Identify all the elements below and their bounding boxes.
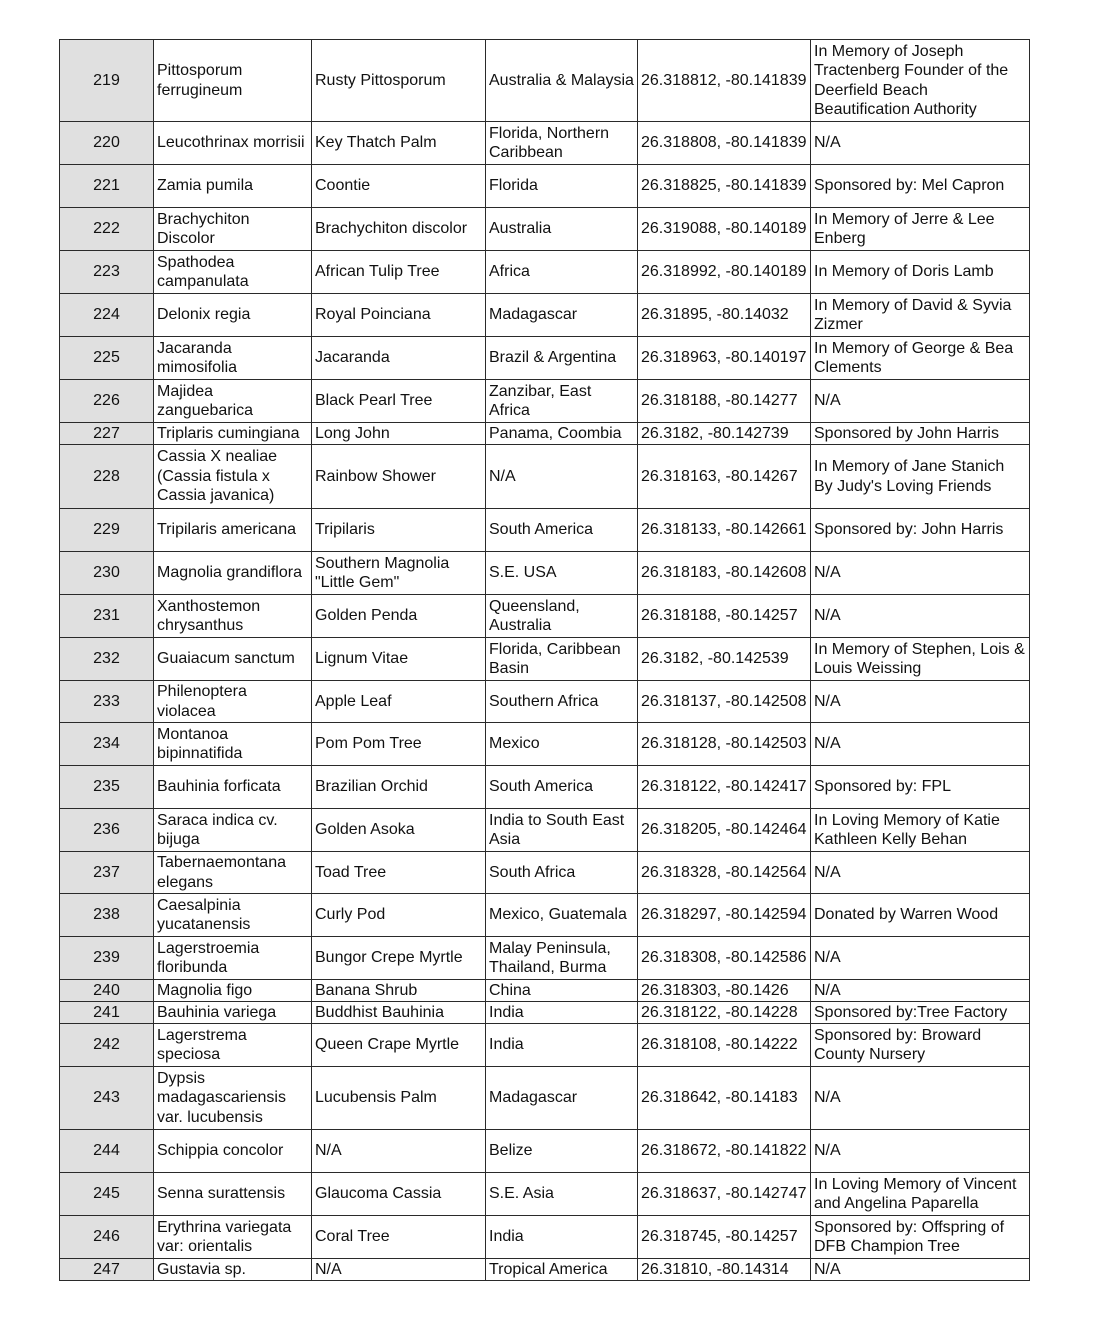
gps-coordinates-cell: 26.318808, -80.141839 (638, 122, 811, 165)
scientific-name-cell: Lagerstrema speciosa (154, 1024, 312, 1067)
tree-number-cell: 232 (60, 638, 154, 681)
native-region-cell: India (486, 1216, 638, 1259)
common-name-cell: Jacaranda (312, 337, 486, 380)
native-region-cell: Queensland, Australia (486, 595, 638, 638)
scientific-name-cell: Magnolia figo (154, 980, 312, 1002)
native-region-cell: India (486, 1002, 638, 1024)
scientific-name-cell: Jacaranda mimosifolia (154, 337, 312, 380)
tree-number-cell: 246 (60, 1216, 154, 1259)
gps-coordinates-cell: 26.318163, -80.14267 (638, 445, 811, 509)
gps-coordinates-cell: 26.318122, -80.14228 (638, 1002, 811, 1024)
native-region-cell: India (486, 1024, 638, 1067)
scientific-name-cell: Guaiacum sanctum (154, 638, 312, 681)
common-name-cell: Coontie (312, 165, 486, 208)
common-name-cell: Lignum Vitae (312, 638, 486, 681)
table-row (60, 1067, 1030, 1130)
table-row (60, 380, 1030, 423)
table-row (60, 894, 1030, 937)
native-region-cell: S.E. USA (486, 552, 638, 595)
common-name-cell: Black Pearl Tree (312, 380, 486, 423)
scientific-name-cell: Spathodea campanulata (154, 251, 312, 294)
dedication-cell: In Memory of David & Syvia Zizmer (811, 294, 1030, 337)
common-name-cell: Bungor Crepe Myrtle (312, 937, 486, 980)
dedication-cell: In Memory of Doris Lamb (811, 251, 1030, 294)
tree-number-cell: 242 (60, 1024, 154, 1067)
tree-number-cell: 220 (60, 122, 154, 165)
tree-number-cell: 245 (60, 1173, 154, 1216)
gps-coordinates-cell: 26.319088, -80.140189 (638, 208, 811, 251)
dedication-cell: N/A (811, 122, 1030, 165)
native-region-cell: Southern Africa (486, 681, 638, 723)
dedication-cell: N/A (811, 552, 1030, 595)
table-row (60, 1216, 1030, 1259)
tree-number-cell: 243 (60, 1067, 154, 1130)
common-name-cell: Key Thatch Palm (312, 122, 486, 165)
scientific-name-cell: Zamia pumila (154, 165, 312, 208)
table-row (60, 1002, 1030, 1024)
table-row (60, 723, 1030, 766)
scientific-name-cell: Schippia concolor (154, 1130, 312, 1173)
table-row (60, 1130, 1030, 1173)
gps-coordinates-cell: 26.318205, -80.142464 (638, 809, 811, 852)
gps-coordinates-cell: 26.318642, -80.14183 (638, 1067, 811, 1130)
gps-coordinates-cell: 26.318745, -80.14257 (638, 1216, 811, 1259)
table-row (60, 1024, 1030, 1067)
native-region-cell: N/A (486, 445, 638, 509)
table-row (60, 638, 1030, 681)
table-row (60, 1173, 1030, 1216)
common-name-cell: Tripilaris (312, 509, 486, 552)
gps-coordinates-cell: 26.31810, -80.14314 (638, 1259, 811, 1281)
native-region-cell: Tropical America (486, 1259, 638, 1281)
native-region-cell: Florida, Northern Caribbean (486, 122, 638, 165)
tree-number-cell: 221 (60, 165, 154, 208)
scientific-name-cell: Dypsis madagascariensis var. lucubensis (154, 1067, 312, 1130)
table-row (60, 1259, 1030, 1281)
tree-inventory-table (59, 39, 1030, 1281)
dedication-cell: In Memory of Jerre & Lee Enberg (811, 208, 1030, 251)
table-row (60, 40, 1030, 122)
table-row (60, 165, 1030, 208)
dedication-cell: In Memory of Stephen, Lois & Louis Weissing (811, 638, 1030, 681)
common-name-cell: Rusty Pittosporum (312, 40, 486, 122)
scientific-name-cell: Caesalpinia yucatanensis (154, 894, 312, 937)
table-row (60, 251, 1030, 294)
scientific-name-cell: Saraca indica cv. bijuga (154, 809, 312, 852)
table-row (60, 445, 1030, 509)
table-row (60, 852, 1030, 894)
tree-number-cell: 236 (60, 809, 154, 852)
scientific-name-cell: Delonix regia (154, 294, 312, 337)
tree-number-cell: 241 (60, 1002, 154, 1024)
dedication-cell: N/A (811, 852, 1030, 894)
common-name-cell: Lucubensis Palm (312, 1067, 486, 1130)
table-row (60, 509, 1030, 552)
gps-coordinates-cell: 26.3182, -80.142739 (638, 423, 811, 445)
native-region-cell: Zanzibar, East Africa (486, 380, 638, 423)
dedication-cell: N/A (811, 681, 1030, 723)
scientific-name-cell: Bauhinia variega (154, 1002, 312, 1024)
common-name-cell: Long John (312, 423, 486, 445)
dedication-cell: In Memory of Jane Stanich By Judy's Loving Friends (811, 445, 1030, 509)
gps-coordinates-cell: 26.318328, -80.142564 (638, 852, 811, 894)
tree-number-cell: 231 (60, 595, 154, 638)
scientific-name-cell: Triplaris cumingiana (154, 423, 312, 445)
dedication-cell: N/A (811, 595, 1030, 638)
common-name-cell: Queen Crape Myrtle (312, 1024, 486, 1067)
tree-number-cell: 225 (60, 337, 154, 380)
common-name-cell: Rainbow Shower (312, 445, 486, 509)
tree-number-cell: 230 (60, 552, 154, 595)
scientific-name-cell: Senna surattensis (154, 1173, 312, 1216)
dedication-cell: Sponsored by: John Harris (811, 509, 1030, 552)
scientific-name-cell: Tabernaemontana elegans (154, 852, 312, 894)
gps-coordinates-cell: 26.318128, -80.142503 (638, 723, 811, 766)
common-name-cell: Brachychiton discolor (312, 208, 486, 251)
scientific-name-cell: Erythrina variegata var: orientalis (154, 1216, 312, 1259)
native-region-cell: South America (486, 509, 638, 552)
native-region-cell: Belize (486, 1130, 638, 1173)
native-region-cell: Panama, Coombia (486, 423, 638, 445)
native-region-cell: Florida (486, 165, 638, 208)
dedication-cell: N/A (811, 1259, 1030, 1281)
native-region-cell: Florida, Caribbean Basin (486, 638, 638, 681)
native-region-cell: Mexico (486, 723, 638, 766)
native-region-cell: South Africa (486, 852, 638, 894)
dedication-cell: In Memory of George & Bea Clements (811, 337, 1030, 380)
table-row (60, 595, 1030, 638)
common-name-cell: Royal Poinciana (312, 294, 486, 337)
tree-number-cell: 238 (60, 894, 154, 937)
scientific-name-cell: Pittosporum ferrugineum (154, 40, 312, 122)
tree-number-cell: 235 (60, 766, 154, 809)
native-region-cell: India to South East Asia (486, 809, 638, 852)
gps-coordinates-cell: 26.3182, -80.142539 (638, 638, 811, 681)
common-name-cell: Coral Tree (312, 1216, 486, 1259)
dedication-cell: Sponsored by: Offspring of DFB Champion Tree (811, 1216, 1030, 1259)
tree-number-cell: 222 (60, 208, 154, 251)
tree-number-cell: 219 (60, 40, 154, 122)
scientific-name-cell: Majidea zanguebarica (154, 380, 312, 423)
common-name-cell: N/A (312, 1130, 486, 1173)
common-name-cell: Pom Pom Tree (312, 723, 486, 766)
gps-coordinates-cell: 26.318183, -80.142608 (638, 552, 811, 595)
native-region-cell: Africa (486, 251, 638, 294)
dedication-cell: Sponsored by:Tree Factory (811, 1002, 1030, 1024)
tree-number-cell: 247 (60, 1259, 154, 1281)
gps-coordinates-cell: 26.318297, -80.142594 (638, 894, 811, 937)
dedication-cell: Sponsored by: Mel Capron (811, 165, 1030, 208)
common-name-cell: Golden Asoka (312, 809, 486, 852)
common-name-cell: African Tulip Tree (312, 251, 486, 294)
scientific-name-cell: Tripilaris americana (154, 509, 312, 552)
gps-coordinates-cell: 26.318812, -80.141839 (638, 40, 811, 122)
tree-number-cell: 224 (60, 294, 154, 337)
tree-number-cell: 226 (60, 380, 154, 423)
table-row (60, 423, 1030, 445)
common-name-cell: Banana Shrub (312, 980, 486, 1002)
common-name-cell: Curly Pod (312, 894, 486, 937)
gps-coordinates-cell: 26.318825, -80.141839 (638, 165, 811, 208)
tree-number-cell: 240 (60, 980, 154, 1002)
table-row (60, 809, 1030, 852)
dedication-cell: Sponsored by John Harris (811, 423, 1030, 445)
gps-coordinates-cell: 26.318137, -80.142508 (638, 681, 811, 723)
scientific-name-cell: Leucothrinax morrisii (154, 122, 312, 165)
tree-number-cell: 234 (60, 723, 154, 766)
native-region-cell: Australia (486, 208, 638, 251)
dedication-cell: Sponsored by: FPL (811, 766, 1030, 809)
native-region-cell: China (486, 980, 638, 1002)
tree-number-cell: 223 (60, 251, 154, 294)
gps-coordinates-cell: 26.318108, -80.14222 (638, 1024, 811, 1067)
scientific-name-cell: Philenoptera violacea (154, 681, 312, 723)
table-row (60, 766, 1030, 809)
gps-coordinates-cell: 26.318308, -80.142586 (638, 937, 811, 980)
common-name-cell: Golden Penda (312, 595, 486, 638)
native-region-cell: Malay Peninsula, Thailand, Burma (486, 937, 638, 980)
dedication-cell: N/A (811, 380, 1030, 423)
native-region-cell: Madagascar (486, 294, 638, 337)
gps-coordinates-cell: 26.318122, -80.142417 (638, 766, 811, 809)
table-body (60, 40, 1030, 1281)
tree-number-cell: 233 (60, 681, 154, 723)
dedication-cell: N/A (811, 1067, 1030, 1130)
native-region-cell: Australia & Malaysia (486, 40, 638, 122)
native-region-cell: South America (486, 766, 638, 809)
table-row (60, 208, 1030, 251)
scientific-name-cell: Brachychiton Discolor (154, 208, 312, 251)
gps-coordinates-cell: 26.318963, -80.140197 (638, 337, 811, 380)
gps-coordinates-cell: 26.318188, -80.14277 (638, 380, 811, 423)
native-region-cell: S.E. Asia (486, 1173, 638, 1216)
scientific-name-cell: Bauhinia forficata (154, 766, 312, 809)
dedication-cell: N/A (811, 980, 1030, 1002)
tree-number-cell: 244 (60, 1130, 154, 1173)
gps-coordinates-cell: 26.31895, -80.14032 (638, 294, 811, 337)
tree-number-cell: 228 (60, 445, 154, 509)
scientific-name-cell: Lagerstroemia floribunda (154, 937, 312, 980)
dedication-cell: N/A (811, 1130, 1030, 1173)
gps-coordinates-cell: 26.318672, -80.141822 (638, 1130, 811, 1173)
common-name-cell: Buddhist Bauhinia (312, 1002, 486, 1024)
gps-coordinates-cell: 26.318133, -80.142661 (638, 509, 811, 552)
native-region-cell: Brazil & Argentina (486, 337, 638, 380)
dedication-cell: Sponsored by: Broward County Nursery (811, 1024, 1030, 1067)
native-region-cell: Mexico, Guatemala (486, 894, 638, 937)
table-row (60, 937, 1030, 980)
tree-number-cell: 229 (60, 509, 154, 552)
table-row (60, 980, 1030, 1002)
common-name-cell: Southern Magnolia "Little Gem" (312, 552, 486, 595)
gps-coordinates-cell: 26.318188, -80.14257 (638, 595, 811, 638)
dedication-cell: In Loving Memory of Vincent and Angelina Paparella (811, 1173, 1030, 1216)
tree-number-cell: 239 (60, 937, 154, 980)
common-name-cell: Toad Tree (312, 852, 486, 894)
scientific-name-cell: Gustavia sp. (154, 1259, 312, 1281)
scientific-name-cell: Cassia X nealiae (Cassia fistula x Cassia javanica) (154, 445, 312, 509)
common-name-cell: Apple Leaf (312, 681, 486, 723)
common-name-cell: Brazilian Orchid (312, 766, 486, 809)
scientific-name-cell: Magnolia grandiflora (154, 552, 312, 595)
dedication-cell: In Memory of Joseph Tractenberg Founder of the Deerfield Beach Beautification Authority (811, 40, 1030, 122)
gps-coordinates-cell: 26.318992, -80.140189 (638, 251, 811, 294)
scientific-name-cell: Montanoa bipinnatifida (154, 723, 312, 766)
table-row (60, 681, 1030, 723)
dedication-cell: N/A (811, 723, 1030, 766)
dedication-cell: N/A (811, 937, 1030, 980)
gps-coordinates-cell: 26.318303, -80.1426 (638, 980, 811, 1002)
tree-number-cell: 227 (60, 423, 154, 445)
common-name-cell: Glaucoma Cassia (312, 1173, 486, 1216)
table-row (60, 337, 1030, 380)
native-region-cell: Madagascar (486, 1067, 638, 1130)
common-name-cell: N/A (312, 1259, 486, 1281)
table-row (60, 294, 1030, 337)
tree-number-cell: 237 (60, 852, 154, 894)
dedication-cell: Donated by Warren Wood (811, 894, 1030, 937)
table-row (60, 122, 1030, 165)
dedication-cell: In Loving Memory of Katie Kathleen Kelly Behan (811, 809, 1030, 852)
scientific-name-cell: Xanthostemon chrysanthus (154, 595, 312, 638)
gps-coordinates-cell: 26.318637, -80.142747 (638, 1173, 811, 1216)
table-row (60, 552, 1030, 595)
